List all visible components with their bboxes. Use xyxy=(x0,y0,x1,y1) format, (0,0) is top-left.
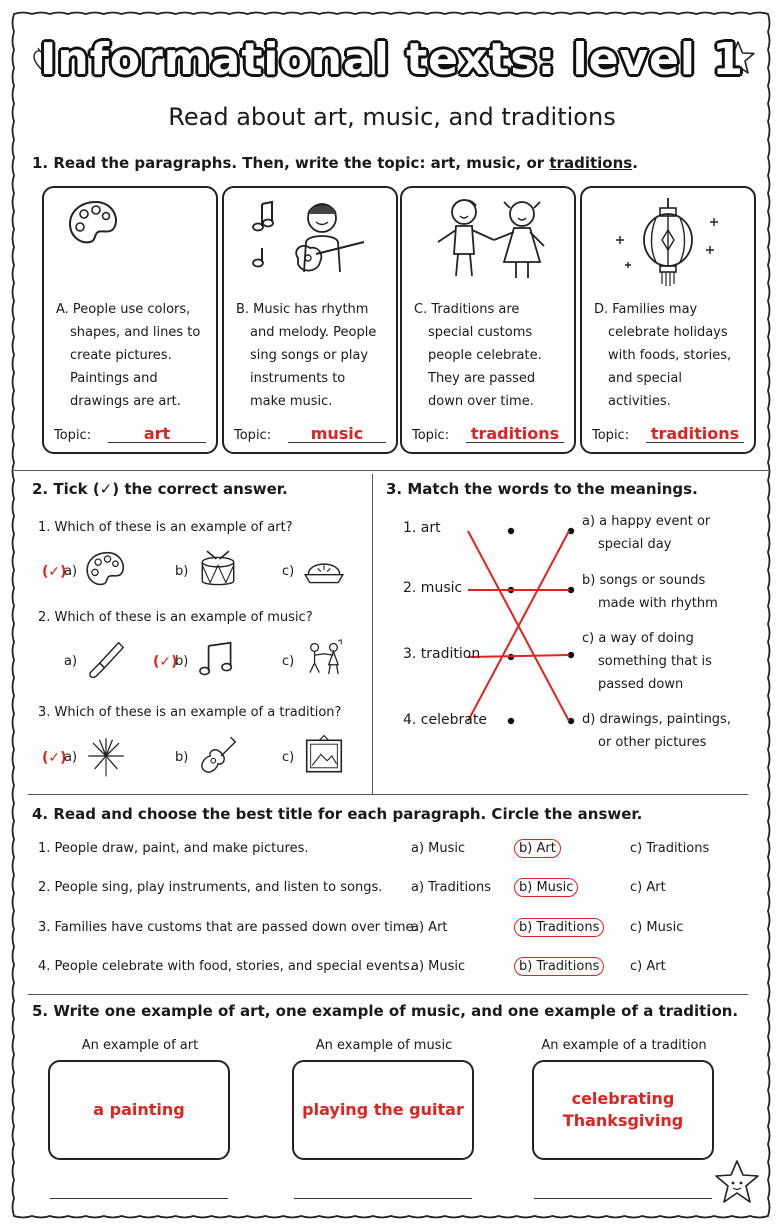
paragraph-line: B. Music has rhythm xyxy=(236,302,369,317)
answer-line: Thanksgiving xyxy=(562,1111,684,1130)
writing-line xyxy=(50,1198,228,1199)
paragraph-line: D. Families may xyxy=(594,302,698,317)
worksheet-subtitle: Read about art, music, and traditions xyxy=(168,103,616,131)
answer-option[interactable]: a) Traditions xyxy=(411,880,492,895)
answer-option[interactable]: a) Music xyxy=(411,841,466,856)
answer-option[interactable]: c) Music xyxy=(630,920,684,935)
meaning-line: b) songs or sounds xyxy=(582,573,706,588)
paragraph-line: activities. xyxy=(608,394,671,409)
paragraph-sentence: 4. People celebrate with food, stories, and special events. xyxy=(38,959,414,974)
circled-answer[interactable]: b) Art xyxy=(514,839,561,858)
example-label: An example of art xyxy=(81,1038,199,1053)
section-divider xyxy=(28,794,748,795)
paragraph-line: special customs xyxy=(428,325,533,340)
check-mark: (✓) xyxy=(42,750,67,766)
paragraph-line: and special xyxy=(608,371,682,386)
word-dot[interactable] xyxy=(508,718,514,724)
topic-answer[interactable]: traditions xyxy=(470,424,560,443)
topic-label: Topic: xyxy=(54,428,92,443)
smiling-star-icon xyxy=(712,1158,762,1206)
meaning-line: or other pictures xyxy=(598,735,707,750)
paragraph-line: make music. xyxy=(250,394,333,409)
section-5-prompt: 5. Write one example of art, one example of music, and one example of a tradition. xyxy=(32,1002,739,1020)
meaning-line: something that is xyxy=(598,654,712,669)
answer-option[interactable]: a) Music xyxy=(411,959,466,974)
question-text: 2. Which of these is an example of music? xyxy=(38,610,313,625)
option-letter: c) xyxy=(282,564,295,579)
section-1-prompt: 1. Read the paragraphs. Then, write the topic: art, music, or traditions. xyxy=(32,154,638,172)
answer-line: playing the guitar xyxy=(302,1100,464,1119)
example-label: An example of a tradition xyxy=(541,1038,707,1053)
circled-answer[interactable]: b) Traditions xyxy=(514,918,604,937)
match-word: 4. celebrate xyxy=(403,712,487,728)
option-letter: c) xyxy=(282,750,295,765)
match-word: 2. music xyxy=(403,580,463,596)
paragraph-line: instruments to xyxy=(250,371,346,386)
answer-line: a painting xyxy=(93,1100,185,1119)
paragraph-line: C. Traditions are xyxy=(414,302,520,317)
paragraph-line: people celebrate. xyxy=(428,348,542,363)
option-letter: a) xyxy=(64,654,78,669)
paragraph-line: celebrate holidays xyxy=(608,325,728,340)
example-box[interactable] xyxy=(292,1060,474,1160)
circled-answer[interactable]: b) Music xyxy=(514,878,578,897)
match-word: 3. tradition xyxy=(403,646,481,662)
topic-answer[interactable]: music xyxy=(310,424,364,443)
section-divider xyxy=(28,994,748,995)
question-text: 3. Which of these is an example of a tradition? xyxy=(38,705,342,720)
example-answer xyxy=(302,1099,464,1121)
topic-answer[interactable]: traditions xyxy=(650,424,740,443)
question-text: 1. Which of these is an example of art? xyxy=(38,520,293,535)
writing-line xyxy=(534,1198,712,1199)
paragraph-line: drawings are art. xyxy=(70,394,181,409)
paragraph-sentence: 1. People draw, paint, and make pictures. xyxy=(38,841,309,856)
paragraph-line: A. People use colors, xyxy=(56,302,191,317)
check-mark: (✓) xyxy=(42,564,67,580)
option-letter: b) xyxy=(175,564,189,579)
section-4-prompt: 4. Read and choose the best title for each paragraph. Circle the answer. xyxy=(32,805,643,823)
section-2-prompt: 2. Tick (✓) the correct answer. xyxy=(32,480,288,498)
paragraph-line: and melody. People xyxy=(250,325,377,340)
answer-option[interactable]: c) Art xyxy=(630,959,666,974)
paragraph-line: Paintings and xyxy=(70,371,158,386)
answer-option[interactable]: c) Traditions xyxy=(630,841,710,856)
meaning-line: passed down xyxy=(598,677,684,692)
answer-option[interactable]: c) Art xyxy=(630,880,666,895)
meaning-line: a) a happy event or xyxy=(582,514,711,529)
paragraph-line: with foods, stories, xyxy=(608,348,732,363)
meaning-line: d) drawings, paintings, xyxy=(582,712,731,727)
paragraph-line: sing songs or play xyxy=(250,348,369,363)
section-3-prompt: 3. Match the words to the meanings. xyxy=(386,480,698,498)
answer-line: celebrating xyxy=(571,1089,675,1108)
paragraph-line: down over time. xyxy=(428,394,534,409)
match-word: 1. art xyxy=(403,520,441,536)
paragraph-line: They are passed xyxy=(428,371,536,386)
answer-option[interactable]: a) Art xyxy=(411,920,448,935)
topic-label: Topic: xyxy=(234,428,272,443)
paragraph-line: shapes, and lines to xyxy=(70,325,201,340)
circled-answer[interactable]: b) Traditions xyxy=(514,957,604,976)
example-answer xyxy=(93,1099,184,1121)
topic-label: Topic: xyxy=(412,428,450,443)
option-letter: c) xyxy=(282,654,295,669)
paragraph-line: create pictures. xyxy=(70,348,172,363)
match-line[interactable] xyxy=(468,655,569,657)
writing-line xyxy=(294,1198,472,1199)
meaning-line: special day xyxy=(598,537,672,552)
paragraph-sentence: 3. Families have customs that are passed down over time. xyxy=(38,920,418,935)
worksheet-title: Informational texts: level 1 xyxy=(40,34,744,85)
check-mark: (✓) xyxy=(153,654,178,670)
option-letter: b) xyxy=(175,750,189,765)
word-dot[interactable] xyxy=(508,528,514,534)
example-label: An example of music xyxy=(315,1038,453,1053)
example-box[interactable] xyxy=(48,1060,230,1160)
example-answer xyxy=(563,1088,683,1132)
example-box[interactable] xyxy=(532,1060,714,1160)
topic-label: Topic: xyxy=(592,428,630,443)
meaning-line: made with rhythm xyxy=(598,596,718,611)
option-letter: b) xyxy=(175,654,189,669)
option-letter: a) xyxy=(64,750,78,765)
paragraph-sentence: 2. People sing, play instruments, and listen to songs. xyxy=(38,880,383,895)
option-letter: a) xyxy=(64,564,78,579)
topic-answer[interactable]: art xyxy=(143,424,171,443)
meaning-line: c) a way of doing xyxy=(582,631,694,646)
